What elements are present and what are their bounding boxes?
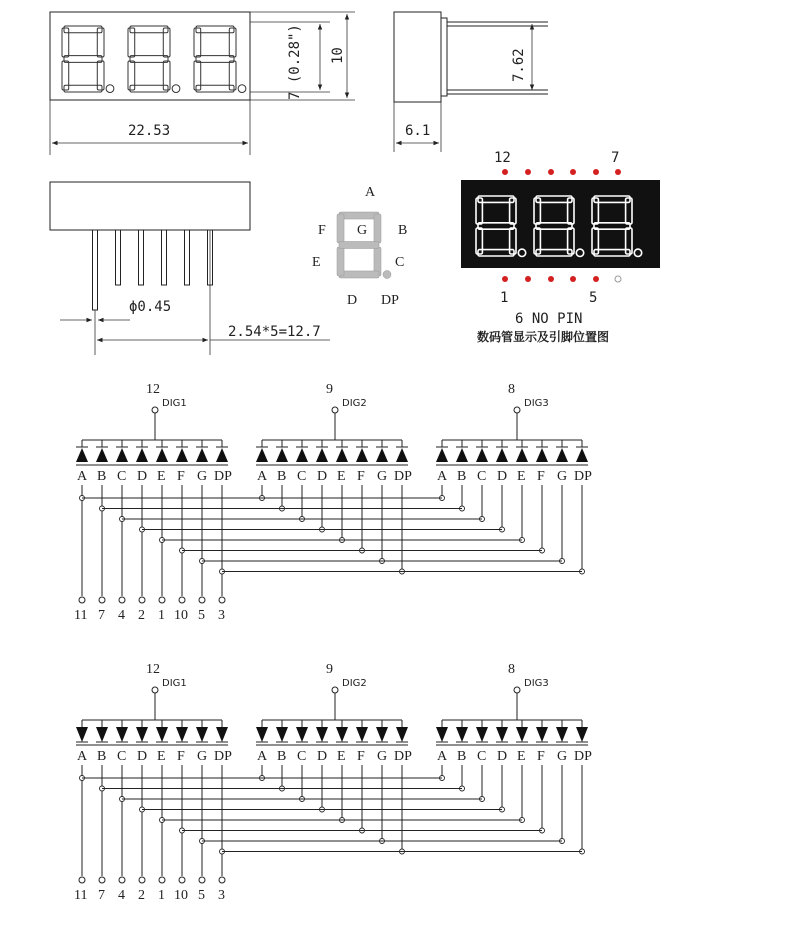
segment-label-e: E xyxy=(517,469,526,484)
front-digit-1 xyxy=(62,26,114,93)
digit-pin-number: 8 xyxy=(508,382,515,397)
segment-pin-number: 10 xyxy=(174,608,188,623)
pin-leg xyxy=(116,230,121,285)
segment-label-d: D xyxy=(317,749,328,764)
pin-leg xyxy=(139,230,144,285)
pin-leg xyxy=(185,230,190,285)
led-diode xyxy=(276,727,288,742)
display-product-view xyxy=(461,150,660,344)
dim-digit-height: 7 (0.28") xyxy=(287,24,303,100)
segment-legend-digit xyxy=(337,212,391,279)
led-diode xyxy=(536,727,548,742)
segment-label-f: F xyxy=(537,469,545,484)
digit-name: DIG2 xyxy=(342,678,367,689)
side-view xyxy=(394,12,548,152)
segment-label-d: D xyxy=(347,293,358,308)
segment-pin-number: 1 xyxy=(158,888,165,903)
segment-legend xyxy=(312,185,407,308)
digit-pin-number: 8 xyxy=(508,662,515,677)
led-diode xyxy=(76,727,88,742)
pin-label-12: 12 xyxy=(494,150,511,166)
segment-label-c: C xyxy=(117,749,127,764)
segment-label-a: A xyxy=(77,469,88,484)
led-diode xyxy=(256,448,268,462)
led-diode xyxy=(356,448,368,462)
led-diode xyxy=(196,727,208,742)
segment-label-d: D xyxy=(497,469,508,484)
led-diode xyxy=(216,727,228,742)
led-diode xyxy=(476,448,488,462)
led-diode xyxy=(376,448,388,462)
segment-label-a: A xyxy=(77,749,88,764)
segment-label-d: D xyxy=(317,469,328,484)
led-diode xyxy=(136,727,148,742)
led-diode xyxy=(196,448,208,462)
segment-label-b: B xyxy=(457,469,467,484)
led-diode xyxy=(296,727,308,742)
led-diode xyxy=(316,727,328,742)
front-view xyxy=(50,12,355,155)
segment-label-b: B xyxy=(277,749,287,764)
led-diode xyxy=(276,448,288,462)
segment-label-f: F xyxy=(357,469,365,484)
segment-pin-number: 11 xyxy=(74,888,88,903)
led-diode xyxy=(76,448,88,462)
pin-dot xyxy=(615,169,621,175)
led-diode xyxy=(296,448,308,462)
segment-label-a: A xyxy=(437,749,448,764)
led-diode xyxy=(516,448,528,462)
led-diode xyxy=(176,727,188,742)
led-diode xyxy=(116,727,128,742)
led-diode xyxy=(576,727,588,742)
led-diode xyxy=(436,727,448,742)
segment-label-dp: DP xyxy=(394,749,412,764)
pin-dot xyxy=(570,276,576,282)
segment-label-a: A xyxy=(257,469,268,484)
no-pin-note: 6 NO PIN xyxy=(515,311,583,327)
schematic-common-anode xyxy=(74,662,592,903)
led-diode xyxy=(256,727,268,742)
led-diode xyxy=(496,727,508,742)
segment-label-dp: DP xyxy=(394,469,412,484)
segment-label-dp: DP xyxy=(214,469,232,484)
digit-pin-number: 12 xyxy=(146,382,160,397)
segment-label-c: C xyxy=(297,749,307,764)
pin-leg xyxy=(93,230,98,310)
segment-label-g: G xyxy=(557,749,568,764)
front-digit-3 xyxy=(194,26,246,93)
led-diode xyxy=(156,727,168,742)
segment-label-g: G xyxy=(377,749,388,764)
segment-label-b: B xyxy=(398,223,408,238)
led-diode xyxy=(136,448,148,462)
dim-pin-pitch: 2.54*5=12.7 xyxy=(228,324,321,340)
segment-label-e: E xyxy=(312,255,321,270)
pin-label-7: 7 xyxy=(611,150,620,166)
segment-label-dp: DP xyxy=(381,293,399,308)
dim-pin-diameter: ϕ0.45 xyxy=(129,299,172,315)
pin-view xyxy=(50,182,330,355)
front-view-digits xyxy=(62,26,246,93)
segment-label-d: D xyxy=(497,749,508,764)
pin-dot xyxy=(570,169,576,175)
pin-dot xyxy=(548,276,554,282)
segment-pin-number: 7 xyxy=(98,888,105,903)
pin-dot xyxy=(548,169,554,175)
segment-label-e: E xyxy=(157,469,166,484)
led-diode xyxy=(156,448,168,462)
segment-label-b: B xyxy=(97,749,107,764)
segment-pin-number: 11 xyxy=(74,608,88,623)
segment-label-c: C xyxy=(395,255,405,270)
segment-label-b: B xyxy=(97,469,107,484)
digit-name: DIG2 xyxy=(342,398,367,409)
dim-height: 10 xyxy=(330,47,346,64)
digit-name: DIG3 xyxy=(524,678,549,689)
pin-dot xyxy=(593,169,599,175)
led-diode xyxy=(496,448,508,462)
legend-digit xyxy=(337,212,391,279)
dim-width: 22.53 xyxy=(128,123,171,139)
pin-dot xyxy=(502,169,508,175)
digit-name: DIG1 xyxy=(162,678,187,689)
segment-pin-number: 2 xyxy=(138,608,145,623)
segment-label-g: G xyxy=(357,223,368,238)
led-diode xyxy=(336,448,348,462)
led-diode xyxy=(456,448,468,462)
led-diode xyxy=(176,448,188,462)
display-caption: 数码管显示及引脚位置图 xyxy=(477,330,610,344)
no-pin-dot xyxy=(615,276,621,282)
led-diode xyxy=(536,448,548,462)
segment-label-f: F xyxy=(177,749,185,764)
segment-label-e: E xyxy=(157,749,166,764)
segment-label-g: G xyxy=(377,469,388,484)
segment-label-c: C xyxy=(297,469,307,484)
led-diode xyxy=(356,727,368,742)
pin-dot xyxy=(525,276,531,282)
segment-label-a: A xyxy=(365,185,376,200)
segment-pin-number: 5 xyxy=(198,888,205,903)
pin-label-1: 1 xyxy=(500,290,509,306)
segment-label-b: B xyxy=(457,749,467,764)
segment-label-f: F xyxy=(357,749,365,764)
segment-pin-number: 5 xyxy=(198,608,205,623)
segment-pin-number: 7 xyxy=(98,608,105,623)
segment-label-b: B xyxy=(277,469,287,484)
led-diode xyxy=(336,727,348,742)
led-diode xyxy=(576,448,588,462)
digit-pin-number: 9 xyxy=(326,382,333,397)
digit-name: DIG3 xyxy=(524,398,549,409)
segment-pin-number: 1 xyxy=(158,608,165,623)
front-digit-2 xyxy=(128,26,180,93)
segment-label-d: D xyxy=(137,749,148,764)
segment-label-a: A xyxy=(437,469,448,484)
segment-label-d: D xyxy=(137,469,148,484)
digit-pin-number: 9 xyxy=(326,662,333,677)
segment-label-c: C xyxy=(117,469,127,484)
led-diode xyxy=(556,727,568,742)
segment-label-f: F xyxy=(177,469,185,484)
led-diode xyxy=(516,727,528,742)
segment-label-g: G xyxy=(197,749,208,764)
led-diode xyxy=(96,727,108,742)
led-diode xyxy=(556,448,568,462)
segment-pin-number: 2 xyxy=(138,888,145,903)
led-diode xyxy=(96,448,108,462)
schematic-common-cathode xyxy=(74,382,592,623)
pin-label-5: 5 xyxy=(589,290,598,306)
led-diode xyxy=(456,727,468,742)
pin-dot xyxy=(525,169,531,175)
segment-label-f: F xyxy=(537,749,545,764)
segment-label-dp: DP xyxy=(574,749,592,764)
segment-label-e: E xyxy=(337,469,346,484)
segment-label-f: F xyxy=(318,223,326,238)
led-diode xyxy=(316,448,328,462)
segment-label-g: G xyxy=(557,469,568,484)
led-diode xyxy=(436,448,448,462)
segment-label-g: G xyxy=(197,469,208,484)
led-diode xyxy=(396,448,408,462)
digit-pin-number: 12 xyxy=(146,662,160,677)
led-diode xyxy=(476,727,488,742)
digit-name: DIG1 xyxy=(162,398,187,409)
segment-label-dp: DP xyxy=(214,749,232,764)
segment-pin-number: 4 xyxy=(118,888,125,903)
segment-pin-number: 3 xyxy=(218,608,225,623)
pin-dot xyxy=(502,276,508,282)
pin-dot xyxy=(593,276,599,282)
led-diode xyxy=(216,448,228,462)
dim-depth: 6.1 xyxy=(405,123,431,139)
segment-label-a: A xyxy=(257,749,268,764)
segment-pin-number: 4 xyxy=(118,608,125,623)
segment-pin-number: 10 xyxy=(174,888,188,903)
segment-label-e: E xyxy=(337,749,346,764)
led-diode xyxy=(396,727,408,742)
segment-label-e: E xyxy=(517,749,526,764)
segment-label-dp: DP xyxy=(574,469,592,484)
segment-label-c: C xyxy=(477,469,487,484)
segment-label-c: C xyxy=(477,749,487,764)
led-diode xyxy=(116,448,128,462)
pin-leg xyxy=(162,230,167,285)
pin-legs xyxy=(93,230,213,310)
dim-pin-height: 7.62 xyxy=(511,48,527,82)
segment-pin-number: 3 xyxy=(218,888,225,903)
led-diode xyxy=(376,727,388,742)
